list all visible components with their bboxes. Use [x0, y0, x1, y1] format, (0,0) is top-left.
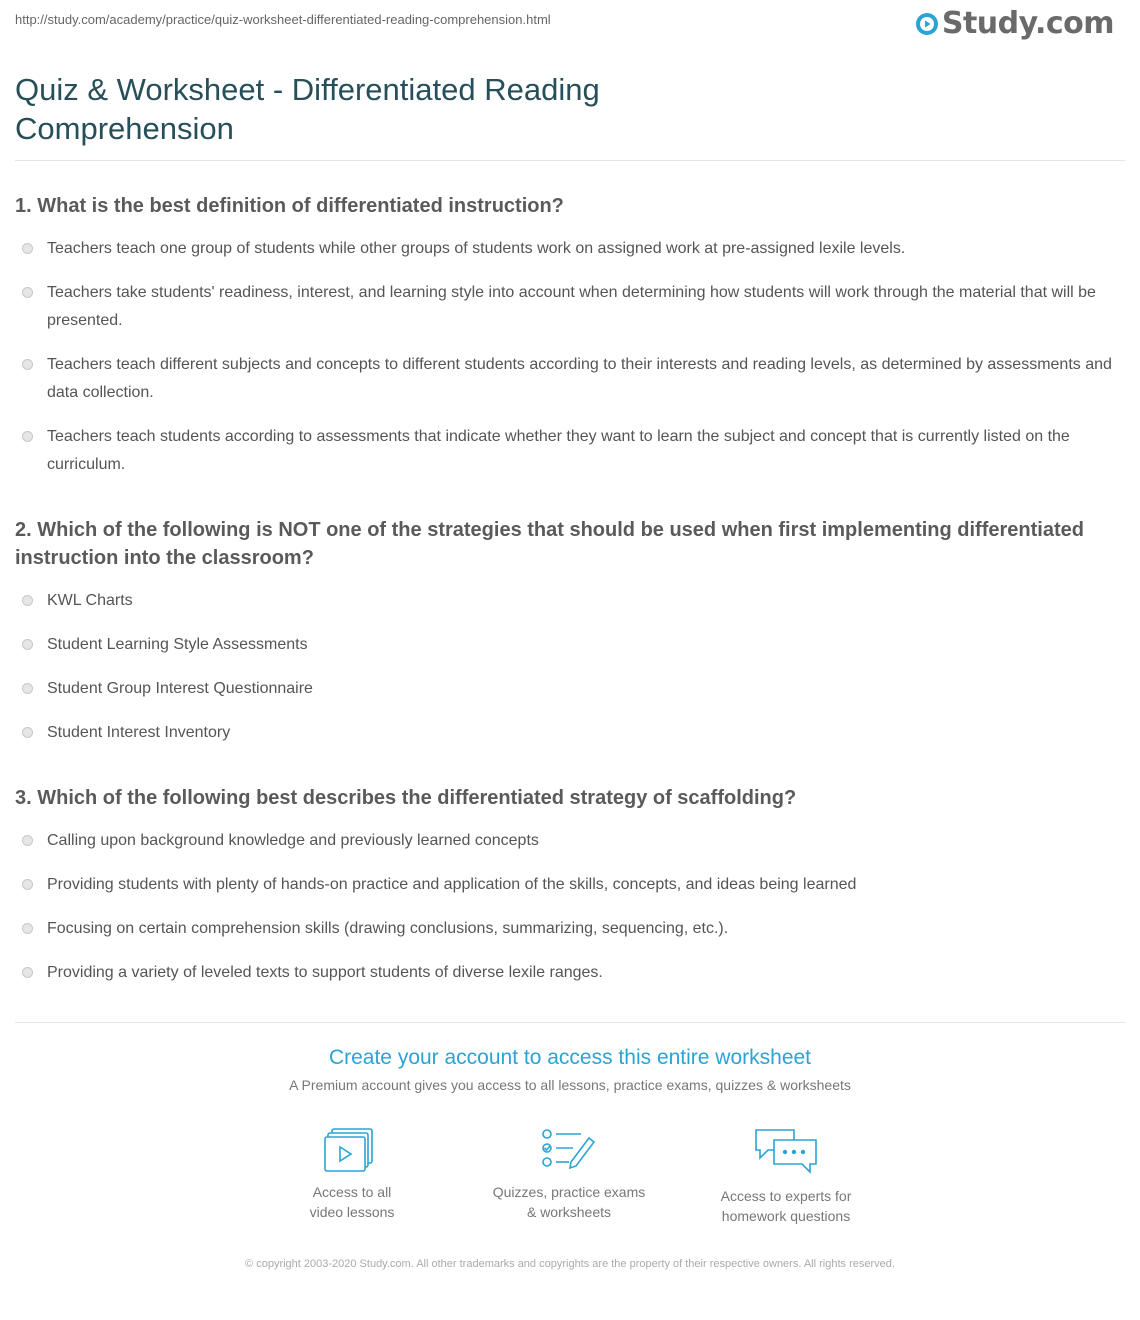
- radio-button[interactable]: [22, 595, 33, 606]
- feature-quizzes: [469, 1128, 669, 1222]
- question-3-title: 3. Which of the following best describes the differentiated strategy of scaffolding?: [15, 787, 797, 809]
- feature-experts: [686, 1128, 886, 1226]
- feature-video-lessons: [252, 1128, 452, 1222]
- question-1-option-3[interactable]: [22, 351, 1126, 407]
- question-1-option-4[interactable]: [22, 423, 1126, 479]
- radio-button[interactable]: [22, 835, 33, 846]
- quiz-checklist-icon: [541, 1128, 597, 1172]
- radio-button[interactable]: [22, 359, 33, 370]
- feature-text: Quizzes, practice exams & worksheets: [492, 1184, 646, 1220]
- option-text: Teachers teach students according to assessments that indicate whether they want to learn the subject and concept that is currently listed on the curriculum.: [47, 428, 1070, 473]
- copyright-notice: © copyright 2003-2020 Study.com. All other trademarks and copyrights are the property of their respective owners. All rights reserved.: [245, 1258, 895, 1270]
- chat-bubbles-icon: [754, 1128, 818, 1176]
- radio-button[interactable]: [22, 639, 33, 650]
- question-2-option-4[interactable]: [22, 719, 1126, 747]
- question-1-title: 1. What is the best definition of differentiated instruction?: [15, 195, 564, 217]
- radio-button[interactable]: [22, 967, 33, 978]
- page-url: http://study.com/academy/practice/quiz-worksheet-differentiated-reading-comprehension.html: [15, 12, 551, 27]
- cta-divider: [15, 1022, 1125, 1023]
- question-2-title: 2. Which of the following is NOT one of the strategies that should be used when first implementing differentiated instruction into the classroom?: [15, 519, 1084, 569]
- option-text: Student Group Interest Questionnaire: [47, 680, 313, 697]
- question-3-option-2[interactable]: [22, 871, 1126, 899]
- radio-button[interactable]: [22, 431, 33, 442]
- header-divider: [15, 160, 1125, 161]
- radio-button[interactable]: [22, 287, 33, 298]
- radio-button[interactable]: [22, 243, 33, 254]
- radio-button[interactable]: [22, 879, 33, 890]
- play-circle-logo-icon: [915, 12, 939, 36]
- option-text: Focusing on certain comprehension skills (drawing conclusions, summarizing, sequencing, etc.).: [47, 920, 729, 937]
- logo-text: Study.com: [941, 6, 1114, 41]
- option-text: Providing a variety of leveled texts to support students of diverse lexile ranges.: [47, 964, 603, 981]
- video-lessons-icon: [324, 1128, 380, 1172]
- question-2-option-2[interactable]: [22, 631, 1126, 659]
- question-3-option-4[interactable]: [22, 959, 1126, 987]
- study-logo[interactable]: [915, 6, 1114, 41]
- radio-button[interactable]: [22, 923, 33, 934]
- question-1-option-2[interactable]: [22, 279, 1126, 335]
- option-text: Providing students with plenty of hands-on practice and application of the skills, concepts, and ideas being learned: [47, 876, 857, 893]
- feature-text: Access to experts for homework questions: [720, 1188, 852, 1224]
- cta-subtitle: A Premium account gives you access to all lessons, practice exams, quizzes & worksheets: [289, 1077, 851, 1093]
- option-text: Student Interest Inventory: [47, 724, 231, 741]
- radio-button[interactable]: [22, 683, 33, 694]
- question-3-option-1[interactable]: [22, 827, 1126, 855]
- create-account-link[interactable]: Create your account to access this entire worksheet: [328, 1046, 812, 1069]
- option-text: Student Learning Style Assessments: [47, 636, 308, 653]
- option-text: Teachers teach different subjects and concepts to different students according to their interests and reading levels, as determined by assessments and data collection.: [47, 356, 1112, 401]
- feature-text: Access to all video lessons: [309, 1184, 395, 1220]
- question-2-option-3[interactable]: [22, 675, 1126, 703]
- option-text: Teachers teach one group of students while other groups of students work on assigned work at pre-assigned lexile levels.: [47, 240, 906, 257]
- question-2-option-1[interactable]: [22, 587, 1126, 615]
- question-1-option-1[interactable]: [22, 235, 1126, 263]
- option-text: Calling upon background knowledge and previously learned concepts: [47, 832, 539, 849]
- option-text: Teachers take students' readiness, interest, and learning style into account when determining how students will work through the material that will be presented.: [47, 284, 1096, 329]
- radio-button[interactable]: [22, 727, 33, 738]
- option-text: KWL Charts: [47, 592, 133, 609]
- page-title: Quiz & Worksheet - Differentiated Reading Comprehension: [15, 72, 600, 146]
- question-3-option-3[interactable]: [22, 915, 1126, 943]
